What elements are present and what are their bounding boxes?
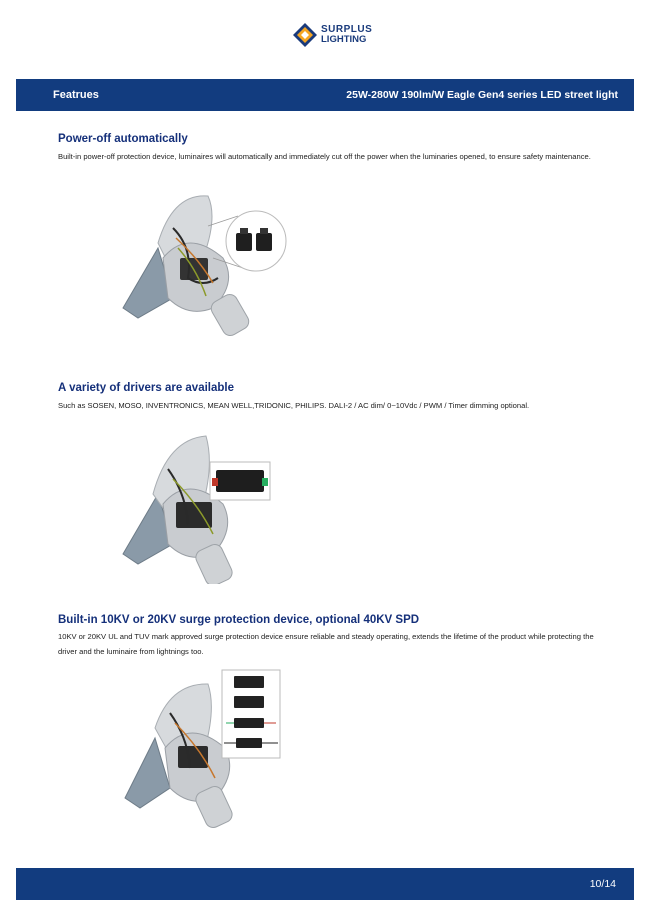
section-text-power-off: Built-in power-off protection device, luminaires will automatically and immediately cut off the power when the luminaries opened, to ensure safety maintenance.	[58, 152, 591, 161]
logo-mark-icon	[292, 22, 318, 48]
luminaire-image-power-off	[118, 188, 293, 338]
logo-wordmark-bottom: LIGHTING	[321, 34, 367, 45]
brand-logo	[292, 22, 372, 48]
luminaire-image-drivers	[118, 434, 278, 584]
page-number: 10/14	[589, 878, 616, 890]
section-title-surge: Built-in 10KV or 20KV surge protection device, optional 40KV SPD	[58, 614, 420, 626]
header-section-label: Featrues	[53, 89, 99, 101]
section-title-power-off: Power-off automatically	[58, 133, 188, 145]
header-product-title: 25W-280W 190lm/W Eagle Gen4 series LED street light	[346, 89, 618, 101]
footer-bar	[16, 868, 634, 900]
logo-wordmark-top: SURPLUS	[321, 24, 373, 35]
header-bar	[16, 79, 634, 111]
section-text-surge: 10KV or 20KV UL and TUV mark approved surge protection device ensure reliable and steady operating, extends the lifetime of the product while protecting the driver and the luminaire from lightnings too.	[58, 632, 594, 656]
section-title-drivers: A variety of drivers are available	[58, 382, 235, 394]
section-text-drivers: Such as SOSEN, MOSO, INVENTRONICS, MEAN WELL,TRIDONIC, PHILIPS. DALI-2 / AC dim/ 0~10Vdc / PWM / Timer dimming optional.	[58, 401, 530, 410]
luminaire-image-surge	[120, 668, 285, 833]
